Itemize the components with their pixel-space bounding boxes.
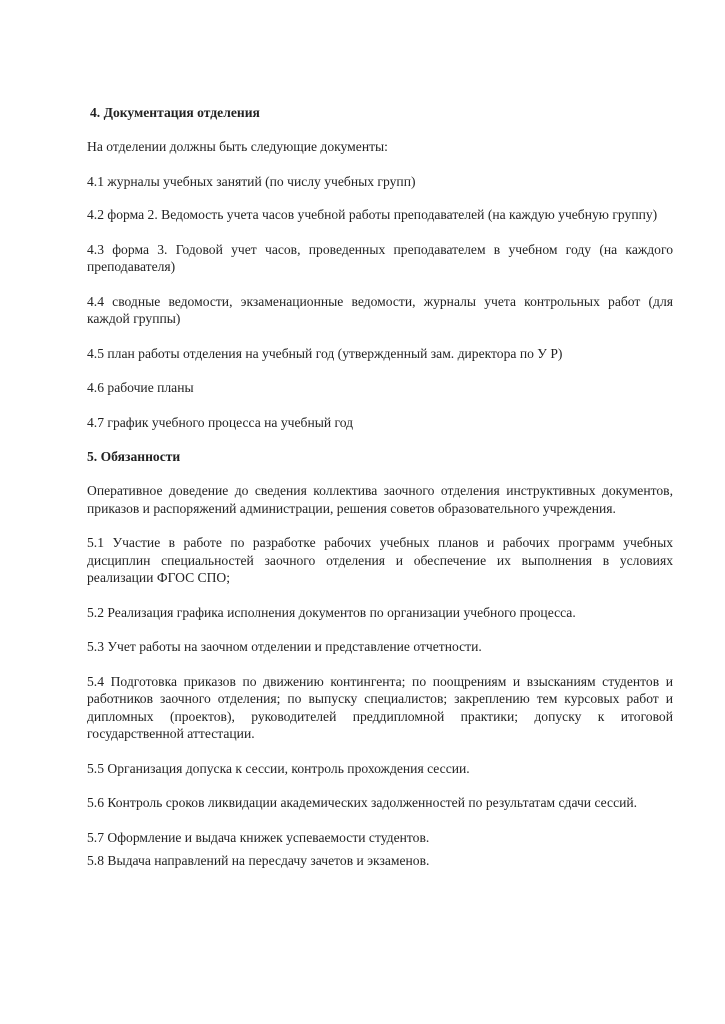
list-item-4-3: 4.3 форма 3. Годовой учет часов, проведенных преподавателем в учебном году (на каждого преподавателя) (87, 241, 673, 274)
list-item-4-7: 4.7 график учебного процесса на учебный год (87, 414, 354, 430)
list-item-5-4: 5.4 Подготовка приказов по движению контингента; по поощрениям и взысканиям студентов и работников заочного отделения; по выпуску специалистов; закреплению тем курсовых работ и дипломных (проектов), руководителей преддипломной практики; допуску к итоговой государственной аттестации. (87, 673, 673, 741)
list-item-5-6: 5.6 Контроль сроков ликвидации академических задолженностей по результатам сдачи сессий. (87, 795, 638, 810)
list-item-5-8: 5.8 Выдача направлений на пересдачу зачетов и экзаменов. (87, 853, 430, 868)
list-item-5-2: 5.2 Реализация графика исполнения документов по организации учебного процесса. (87, 604, 576, 620)
list-item-5-7: 5.7 Оформление и выдача книжек успеваемости студентов. (87, 829, 430, 845)
section-5-intro: Оперативное доведение до сведения коллектива заочного отделения инструктивных документов, приказов и распоряжений администрации, решения советов образовательного учреждения. (87, 483, 673, 516)
section-4-intro: На отделении должны быть следующие документы: (87, 139, 388, 154)
list-item-5-5: 5.5 Организация допуска к сессии, контроль прохождения сессии. (87, 760, 470, 776)
list-item-4-1: 4.1 журналы учебных занятий (по числу учебных групп) (87, 173, 416, 189)
list-item-4-6: 4.6 рабочие планы (87, 380, 194, 395)
list-item-4-5: 4.5 план работы отделения на учебный год (утвержденный зам. директора по У Р) (87, 345, 563, 361)
list-item-5-3: 5.3 Учет работы на заочном отделении и представление отчетности. (87, 639, 482, 654)
list-item-4-2: 4.2 форма 2. Ведомость учета часов учебной работы преподавателей (на каждую учебную группу) (87, 207, 658, 222)
section-5-heading: 5. Обязанности (87, 449, 181, 464)
list-item-5-1: 5.1 Участие в работе по разработке рабочих учебных планов и рабочих программ учебных дисциплин специальностей заочного отделения и обеспечение их выполнения в условиях реализации ФГОС СПО; (87, 535, 673, 585)
document-page (87, 104, 673, 870)
section-4-heading: 4. Документация отделения (90, 105, 260, 120)
list-item-4-4: 4.4 сводные ведомости, экзаменационные ведомости, журналы учета контрольных работ (для каждой группы) (87, 293, 673, 326)
